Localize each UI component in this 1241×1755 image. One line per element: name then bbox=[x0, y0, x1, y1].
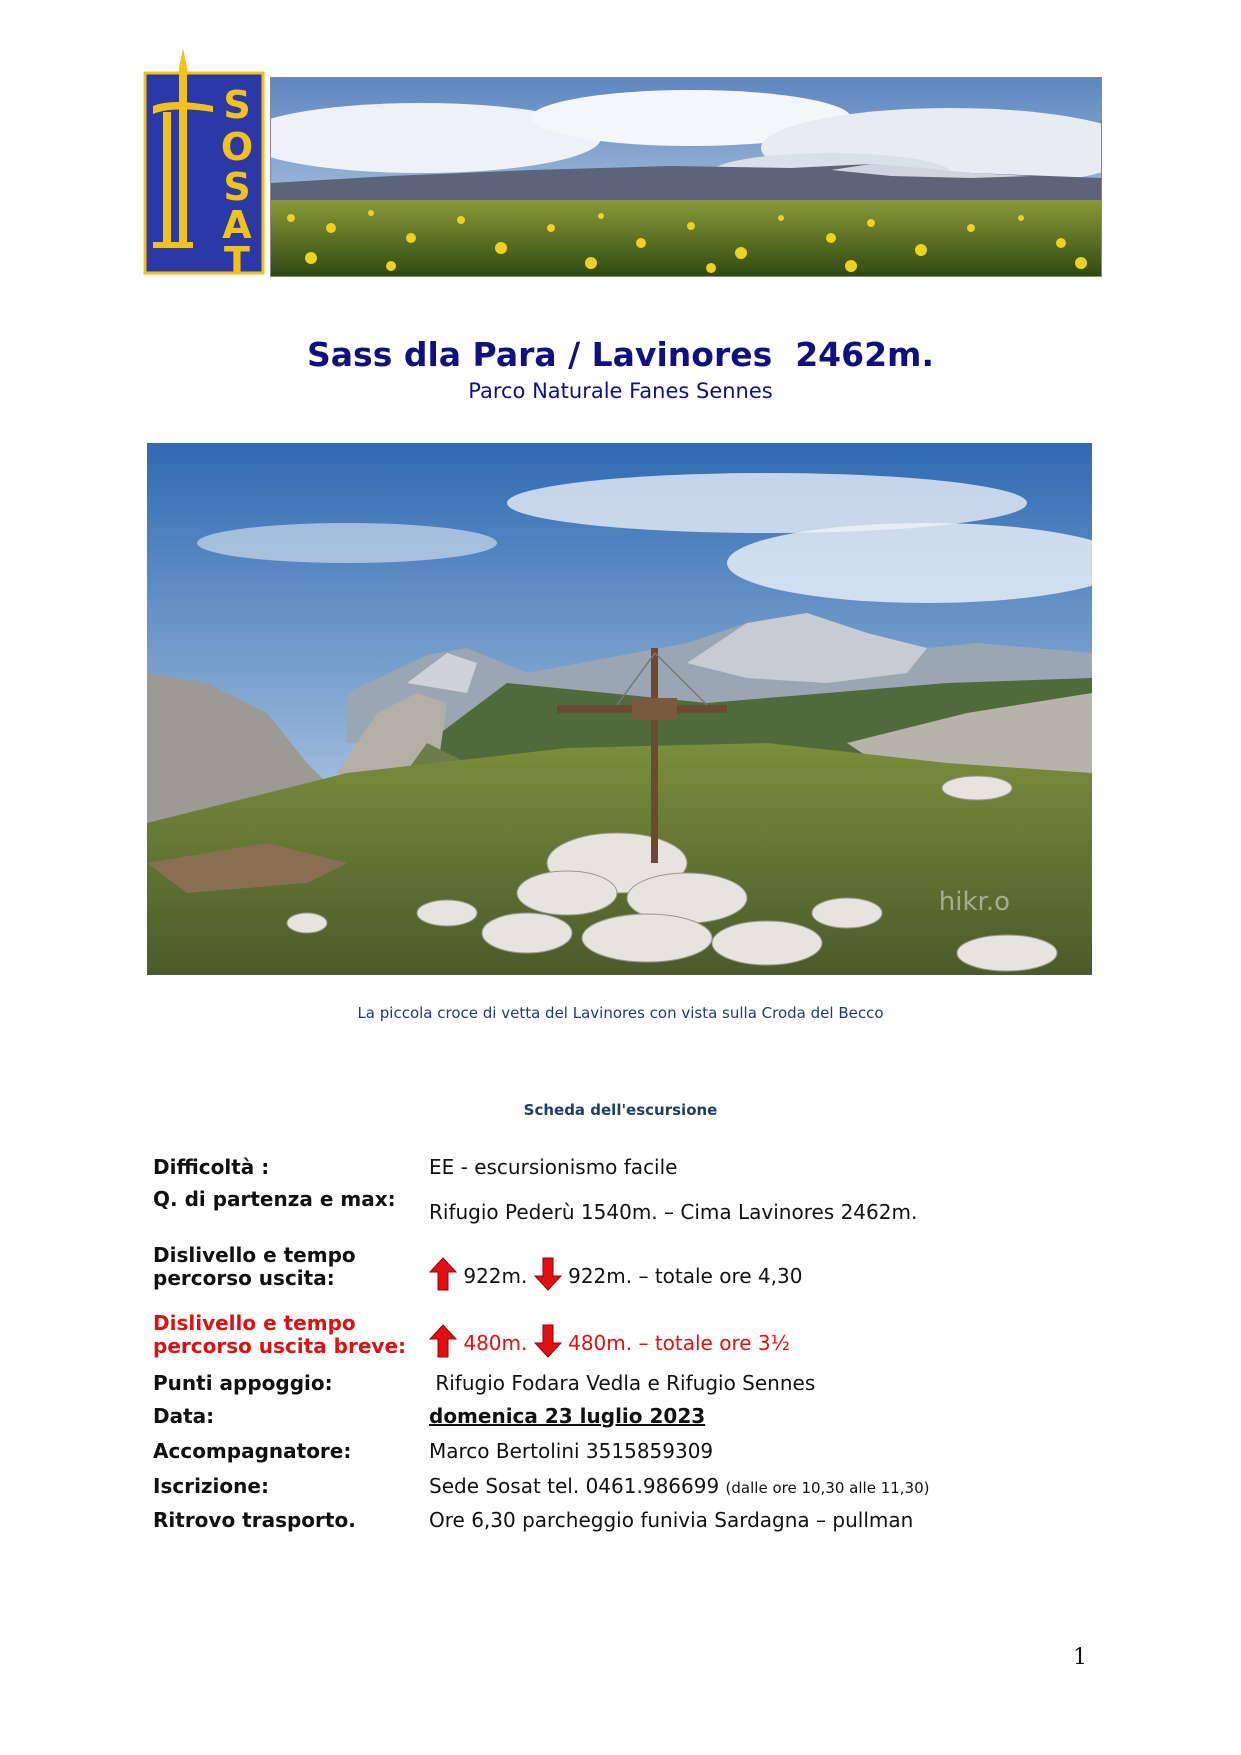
row-value bbox=[429, 1257, 802, 1291]
section-title: Scheda dell'escursione bbox=[523, 1101, 718, 1119]
page-title: Sass dla Para / Lavinores 2462m. bbox=[307, 335, 934, 374]
arrow-up-icon bbox=[429, 1324, 457, 1358]
svg-text:O: O bbox=[220, 125, 254, 169]
summit-cross-photo bbox=[147, 443, 1092, 975]
svg-text:S: S bbox=[223, 83, 251, 127]
descent-value: 480m. – totale ore 3½ bbox=[568, 1331, 791, 1355]
ascent-value: 480m. bbox=[463, 1331, 528, 1355]
descent-value: 922m. – totale ore 4,30 bbox=[568, 1264, 803, 1288]
svg-text:A: A bbox=[222, 203, 252, 247]
header-banner-photo bbox=[270, 77, 1102, 277]
row-value: EE - escursionismo facile bbox=[429, 1155, 678, 1179]
iscrizione-phone: Sede Sosat tel. 0461.986699 bbox=[429, 1474, 720, 1498]
row-label: Data: bbox=[153, 1404, 215, 1428]
row-label: Difficoltà : bbox=[153, 1155, 270, 1179]
date-value: domenica 23 luglio 2023 bbox=[429, 1404, 706, 1428]
row-label: Punti appoggio: bbox=[153, 1371, 333, 1395]
arrow-down-icon bbox=[534, 1257, 562, 1291]
photo-watermark: hikr.o bbox=[938, 887, 1010, 917]
arrow-up-icon bbox=[429, 1257, 457, 1291]
row-value: Marco Bertolini 3515859309 bbox=[429, 1439, 714, 1463]
row-label: Accompagnatore: bbox=[153, 1439, 352, 1463]
row-value bbox=[429, 1475, 929, 1500]
svg-text:S: S bbox=[223, 165, 251, 209]
row-value bbox=[429, 1324, 790, 1358]
page-number: 1 bbox=[1073, 1645, 1087, 1670]
sosat-logo bbox=[143, 48, 265, 275]
row-label: Q. di partenza e max: bbox=[153, 1187, 396, 1211]
svg-text:T: T bbox=[224, 239, 250, 275]
arrow-down-icon bbox=[534, 1324, 562, 1358]
row-label: Iscrizione: bbox=[153, 1474, 269, 1498]
row-label: Dislivello e tempo percorso uscita: bbox=[153, 1243, 356, 1290]
row-label: Dislivello e tempo percorso uscita breve: bbox=[153, 1311, 407, 1358]
ascent-value: 922m. bbox=[463, 1264, 528, 1288]
iscrizione-hours: (dalle ore 10,30 alle 11,30) bbox=[725, 1479, 930, 1497]
row-value: Rifugio Fodara Vedla e Rifugio Sennes bbox=[429, 1371, 816, 1395]
row-value: Rifugio Pederù 1540m. – Cima Lavinores 2462m. bbox=[429, 1200, 918, 1224]
page-subtitle: Parco Naturale Fanes Sennes bbox=[468, 379, 773, 403]
row-label: Ritrovo trasporto. bbox=[153, 1508, 356, 1532]
row-value: Ore 6,30 parcheggio funivia Sardagna – pullman bbox=[429, 1508, 914, 1532]
photo-caption: La piccola croce di vetta del Lavinores con vista sulla Croda del Becco bbox=[357, 1004, 884, 1022]
